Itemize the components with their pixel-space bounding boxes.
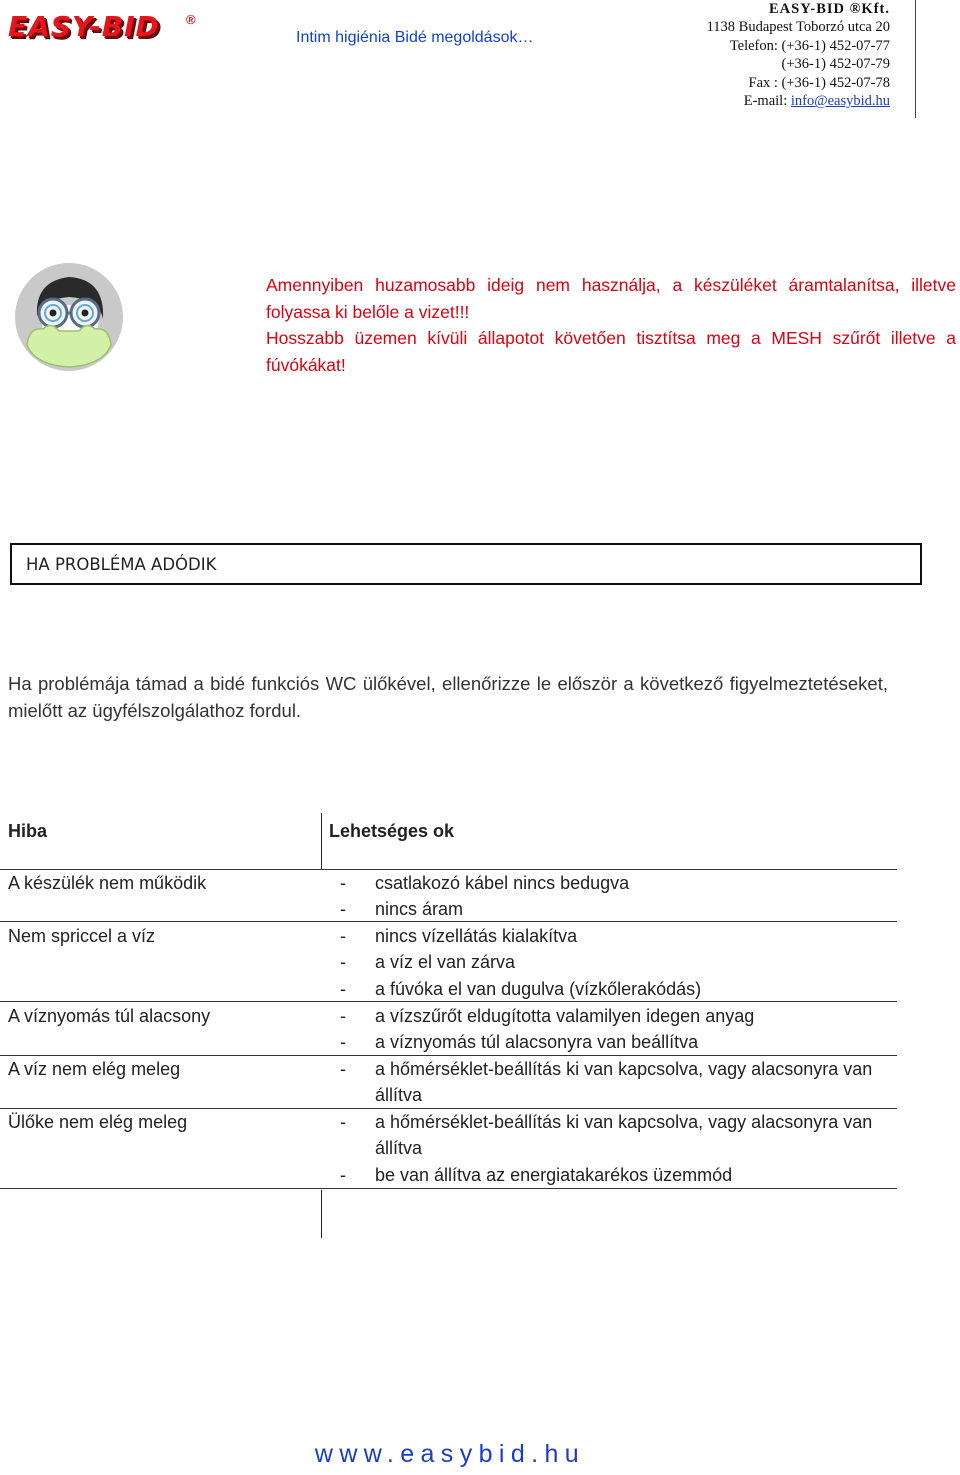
cause-item: - a víz el van zárva [340,952,516,973]
table-row-fault: A készülék nem működik [8,873,207,893]
email-label: E-mail: [743,93,788,110]
warning-line-2: Hosszabb üzemen kívüli állapotot követően tisztítsa meg a MESH szűrőt illetve a fúvókákat! [266,328,956,375]
cause-item: - nincs vízellátás kialakítva [340,926,578,946]
section-title: HA PROBLÉMA ADÓDIK [26,555,217,574]
column-divider [321,813,322,870]
email-link[interactable]: info@easybid.hu [790,93,890,110]
header-divider [915,0,916,118]
warning-text [266,272,956,378]
table-row-causes [340,1056,900,1109]
table-row-causes [340,923,900,1002]
table-row-fault: Ülőke nem elég meleg [8,1112,188,1132]
tagline: Intim higiénia Bidé megoldások… [296,29,534,46]
table-row-causes [340,1003,900,1056]
company-address: 1138 Budapest Toborzó utca 20 [706,19,890,36]
table-row-causes [340,1109,900,1188]
table-row-causes [340,870,900,923]
column-header-fault: Hiba [8,821,48,841]
warning-line-1: Amennyiben huzamosabb ideig nem használja, a készüléket áramtalanítsa, illetve folyassa ki belőle a vizet!!! [266,275,956,322]
column-header-cause: Lehetséges ok [329,821,455,841]
brand-logo: EASY-BID [8,10,160,43]
cause-item: - a hőmérséklet-beállítás ki van kapcsolva, vagy alacsonyra van állítva [340,1059,873,1106]
company-name: EASY-BID ®Kft. [769,1,890,17]
cause-item: - a fúvóka el van dugulva (vízkőlerakódás) [340,978,702,999]
table-row-fault: A víz nem elég meleg [8,1059,181,1079]
company-info [707,0,890,110]
row-rule [0,921,897,922]
row-rule [0,1188,897,1189]
worried-face-icon [13,261,125,373]
cause-item: - a hőmérséklet-beállítás ki van kapcsolva, vagy alacsonyra van állítva [340,1112,873,1159]
cause-item: - be van állítva az energiatakarékos üzemmód [340,1164,733,1185]
row-rule [0,1001,897,1002]
cause-item: - a víznyomás túl alacsonyra van beállítva [340,1032,699,1053]
company-fax: Fax : (+36-1) 452-07-78 [748,74,890,91]
column-divider-bottom [321,1190,322,1238]
registered-mark: ® [186,12,196,27]
table-row-fault: Nem spriccel a víz [8,926,156,946]
table-row-fault: A víznyomás túl alacsony [8,1006,211,1026]
section-intro: Ha problémája támad a bidé funkciós WC ülőkével, ellenőrizze le először a következő figyelmeztetéseket, mielőtt az ügyfélszolgálathoz fordul. [8,673,888,721]
company-phone-2: (+36-1) 452-07-79 [781,56,890,73]
cause-item: - csatlakozó kábel nincs bedugva [340,873,630,893]
footer-website[interactable]: www.easybid.hu [314,1440,586,1468]
company-phone-1: Telefon: (+36-1) 452-07-77 [729,37,890,54]
cause-item: - a vízszűrőt eldugította valamilyen idegen anyag [340,1006,755,1026]
company-email-line [707,92,890,110]
cause-item: - nincs áram [340,899,464,920]
